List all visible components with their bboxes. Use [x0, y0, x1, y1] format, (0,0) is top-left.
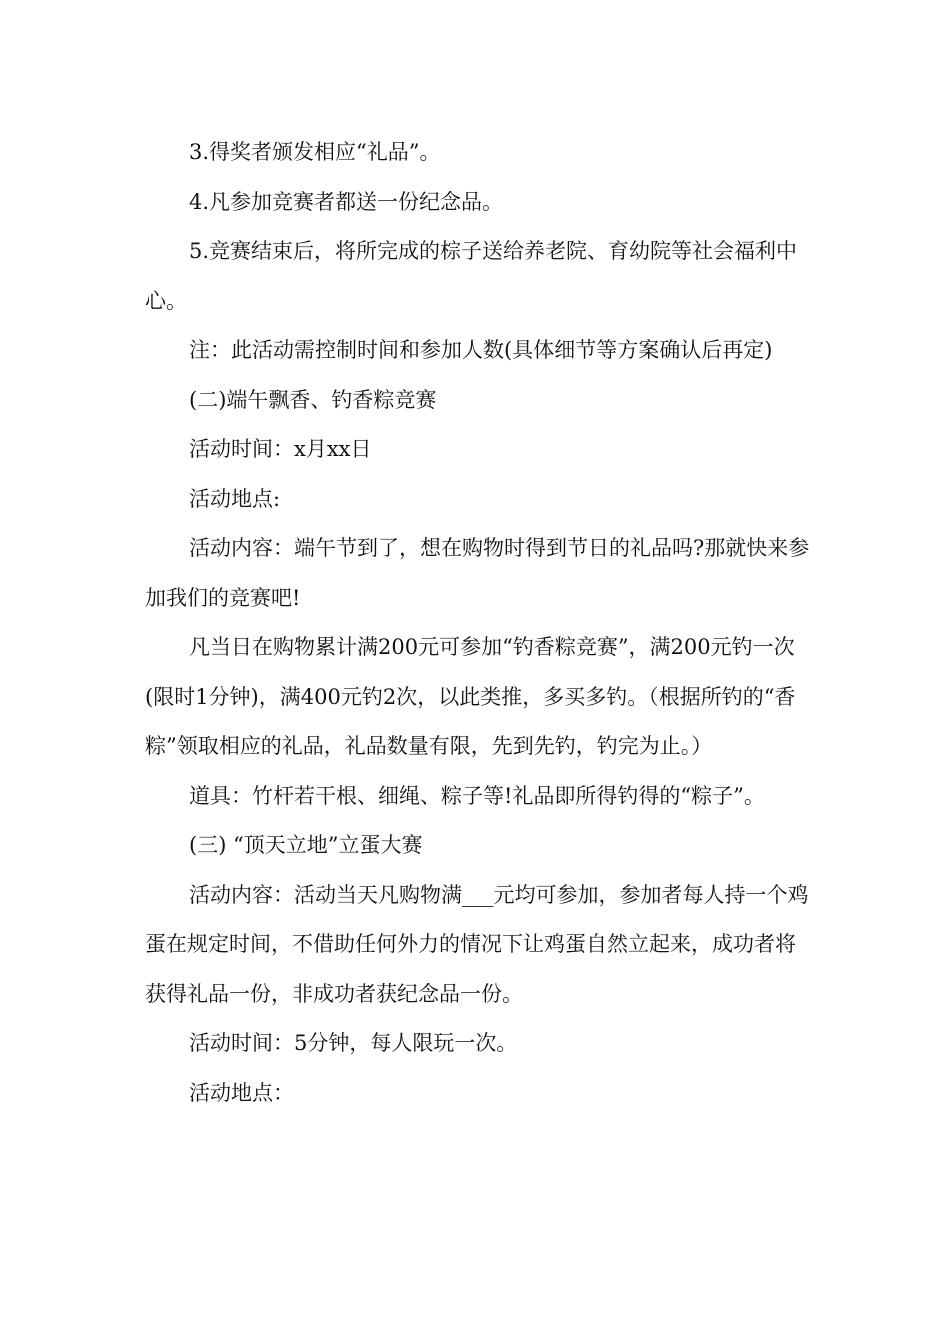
section-heading-fishing-zongzi: (二)端午飘香、钓香粽竞赛 — [189, 387, 437, 412]
paragraph-props: 道具：竹杆若干根、细绳、粽子等!礼品即所得钓得的“粽子”。 — [189, 783, 765, 808]
paragraph-egg-time: 活动时间：5分钟，每人限玩一次。 — [189, 1031, 518, 1055]
paragraph-egg-content: 活动内容：活动当天凡购物满___元均可参加，参加者每人持一个鸡蛋在规定时间，不借助任何外力的情况下让鸡蛋自然立起来，成功者将获得礼品一份，非成功者获纪念品一份。 — [145, 882, 809, 1006]
paragraph-purchase-rules: 凡当日在购物累计满200元可参加“钓香粽竞赛”，满200元钓一次(限时1分钟)，满400元钓2次，以此类推，多买多钓。（根据所钓的“香粽”领取相应的礼品，礼品数量有限，先到先钓，钓完为止。） — [145, 635, 796, 758]
paragraph-activity-content: 活动内容：端午节到了，想在购物时得到节日的礼品吗?那就快来参加我们的竞赛吧! — [145, 536, 810, 610]
section-heading-egg-standing: (三) “顶天立地”立蛋大赛 — [189, 833, 423, 857]
paragraph-souvenir: 4.凡参加竞赛者都送一份纪念品。 — [189, 189, 504, 214]
paragraph-award-gifts: 3.得奖者颁发相应“礼品”。 — [189, 140, 441, 164]
document-body — [145, 128, 811, 1118]
paragraph-donation: 5.竞赛结束后，将所完成的棕子送给养老院、育幼院等社会福利中心。 — [145, 239, 798, 313]
paragraph-note: 注：此活动需控制时间和参加人数(具体细节等方案确认后再定) — [189, 338, 773, 362]
paragraph-activity-time: 活动时间：x月xx日 — [189, 437, 372, 461]
paragraph-egg-location: 活动地点： — [189, 1080, 294, 1105]
paragraph-activity-location: 活动地点: — [189, 486, 281, 511]
